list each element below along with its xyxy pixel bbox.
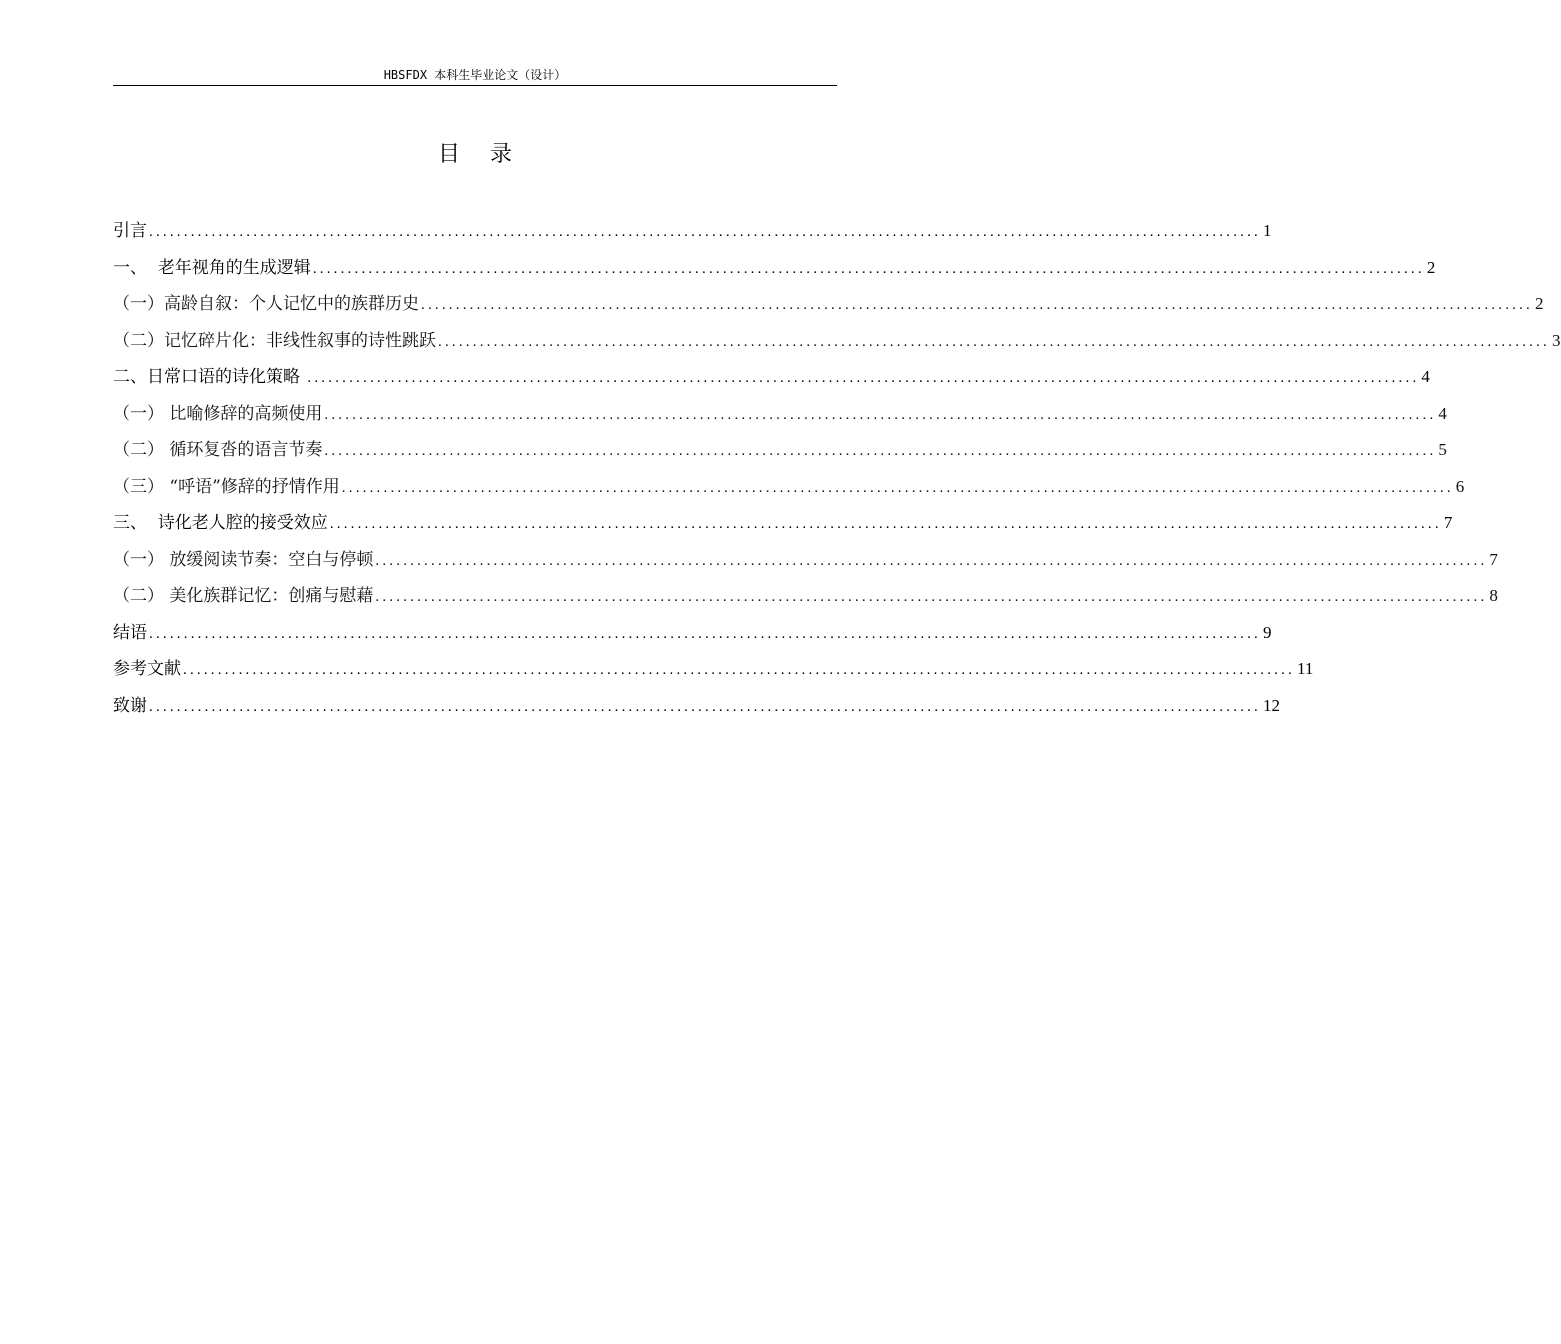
toc-entry-label: 三、 诗化老人腔的接受效应: [113, 513, 328, 533]
toc-entry-page: 7: [1443, 513, 1453, 532]
header-rule: [113, 85, 837, 86]
toc-entry-page: 4: [1438, 403, 1447, 423]
toc-entry-label: （一）高龄自叙：个人记忆中的族群历史: [113, 294, 419, 314]
toc-title: [0, 140, 950, 170]
toc-entry-label: 结语: [113, 622, 147, 643]
toc-entry[interactable]: [113, 656, 1314, 693]
toc-dot-leader: ................................................................................................................................................................: [375, 552, 1488, 569]
toc-title-right: 录: [490, 142, 513, 167]
toc-dot-leader: ................................................................................................................................................................: [324, 443, 1437, 459]
toc-entry-page: 11: [1297, 659, 1314, 678]
toc-entry-label: 致谢: [113, 695, 147, 716]
toc-entry-label: 参考文献: [113, 659, 181, 679]
toc-title-left: 目: [437, 142, 460, 167]
toc-entry-label: 一、 老年视角的生成逻辑: [113, 257, 311, 278]
toc-dot-leader: ................................................................................................................................................................: [149, 224, 1261, 240]
toc-dot-leader: ................................................................................................................................................................: [421, 297, 1533, 313]
page-header: HBSFDX 本科生毕业论文（设计）: [383, 68, 567, 82]
toc-dot-leader: ................................................................................................................................................................: [341, 479, 1454, 496]
toc-entry[interactable]: [113, 364, 1430, 401]
toc-dot-leader: ................................................................................................................................................................: [375, 589, 1488, 605]
toc-entry-label: 二、日常口语的诗化策略: [113, 367, 306, 387]
toc-entry-label: （二） 循环复沓的语言节奏: [113, 440, 323, 460]
toc-entry-page: 12: [1263, 695, 1280, 715]
toc-entry[interactable]: [113, 583, 1498, 620]
toc-dot-leader: ................................................................................................................................................................: [149, 698, 1261, 715]
toc-entry[interactable]: [113, 218, 1272, 255]
toc-entry[interactable]: [113, 510, 1453, 547]
table-of-contents: [113, 218, 1561, 729]
toc-entry-label: （一） 比喻修辞的高频使用: [113, 403, 323, 424]
toc-entry[interactable]: [113, 255, 1436, 292]
toc-dot-leader: ................................................................................................................................................................: [183, 662, 1295, 678]
toc-dot-leader: ................................................................................................................................................................: [149, 625, 1261, 642]
toc-dot-leader: ................................................................................................................................................................: [312, 260, 1425, 277]
toc-entry[interactable]: [113, 474, 1465, 511]
toc-entry-label: （三） “呼语”修辞的抒情作用: [113, 476, 340, 497]
toc-entry[interactable]: [113, 437, 1447, 474]
toc-entry-page: 5: [1438, 440, 1447, 459]
toc-entry[interactable]: [113, 693, 1280, 730]
toc-entry-page: 8: [1489, 586, 1498, 605]
toc-dot-leader: ................................................................................................................................................................: [438, 333, 1550, 350]
toc-dot-leader: ................................................................................................................................................................: [307, 370, 1420, 386]
toc-entry-label: （二） 美化族群记忆：创痛与慰藉: [113, 586, 374, 606]
toc-entry[interactable]: [113, 401, 1447, 438]
toc-entry-page: 2: [1426, 257, 1436, 277]
toc-dot-leader: ................................................................................................................................................................: [329, 516, 1442, 532]
toc-entry[interactable]: [113, 547, 1498, 584]
toc-entry[interactable]: [113, 328, 1561, 365]
toc-entry-page: 9: [1263, 622, 1272, 642]
toc-entry-page: 3: [1552, 330, 1561, 350]
toc-entry-label: 引言: [113, 221, 147, 241]
toc-entry[interactable]: [113, 291, 1544, 328]
toc-entry-page: 1: [1263, 221, 1272, 240]
toc-entry-label: （一） 放缓阅读节奏：空白与停顿: [113, 549, 374, 570]
toc-entry-page: 2: [1535, 294, 1544, 313]
toc-entry-page: 4: [1421, 367, 1430, 386]
toc-entry-page: 7: [1489, 549, 1498, 569]
toc-dot-leader: ................................................................................................................................................................: [324, 406, 1437, 423]
toc-entry-page: 6: [1455, 476, 1465, 496]
toc-entry-label: （二）记忆碎片化：非线性叙事的诗性跳跃: [113, 330, 436, 351]
toc-entry[interactable]: [113, 620, 1272, 657]
